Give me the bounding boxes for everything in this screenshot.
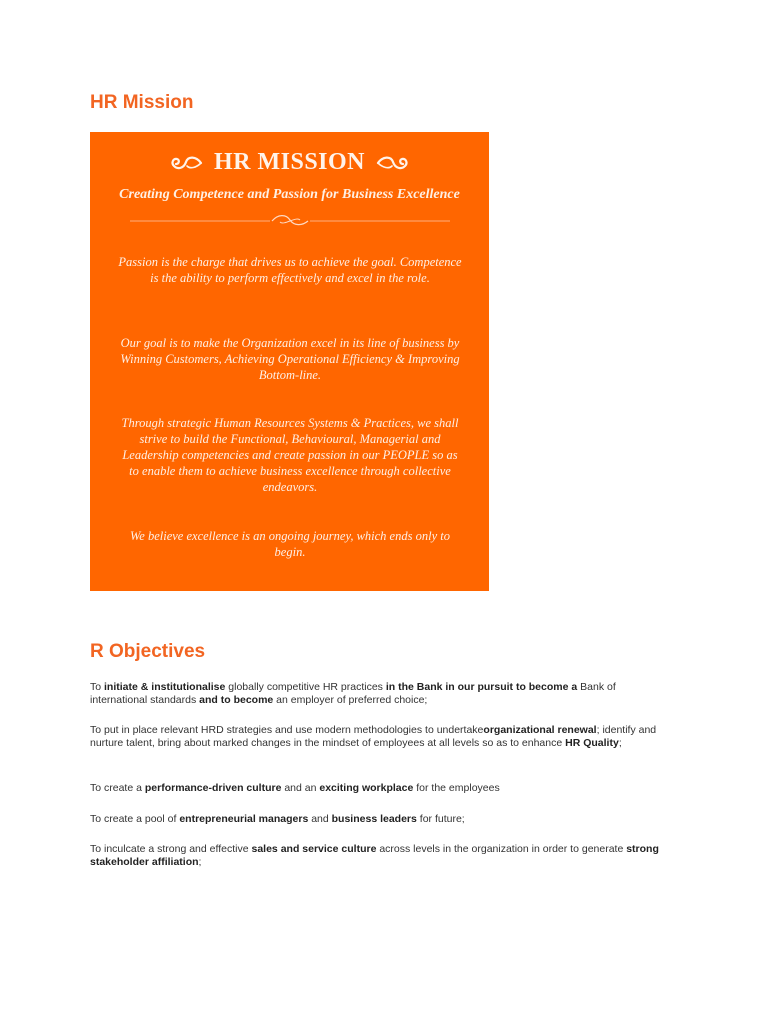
banner-subtitle: Creating Competence and Passion for Business Excellence	[119, 187, 460, 202]
objective-text: To inculcate a strong and effective	[90, 843, 252, 855]
objective-text: and an	[281, 782, 320, 794]
objective-emphasis: sales and service culture	[251, 843, 377, 855]
objective-text: ;	[618, 737, 622, 749]
hr-mission-heading: HR Mission	[90, 92, 194, 113]
objective-text: globally competitive HR practices	[225, 681, 386, 693]
objective-emphasis: and to become	[199, 694, 274, 706]
mission-paragraph: Our goal is to make the Organization excel in its line of business by Winning Customers, Achieving Operational Efficiency & Improving Bottom-line.	[120, 336, 460, 382]
objective-item	[90, 813, 670, 826]
objective-text: an employer of preferred choice;	[273, 694, 428, 706]
objective-text: ;	[198, 856, 202, 868]
objective-text: for the employees	[413, 782, 500, 794]
objective-item	[90, 681, 670, 707]
hr-objectives-heading: R Objectives	[90, 641, 206, 662]
banner-title-row	[90, 149, 489, 176]
objective-text: To	[90, 681, 105, 693]
hr-mission-banner	[90, 132, 489, 591]
mission-paragraph: Through strategic Human Resources Systems & Practices, we shall strive to build the Functional, Behavioural, Managerial and Leadership competencies and create passion in our PEOPLE so as to enable them to achieve business excellence through collective endeavors.	[121, 416, 459, 494]
objective-text: for future;	[416, 813, 465, 825]
objective-item	[90, 724, 670, 750]
objective-emphasis: exciting workplace	[319, 782, 414, 794]
objective-text: and	[308, 813, 332, 825]
objective-text: To create a	[90, 782, 145, 794]
banner-title: HR MISSION	[213, 149, 366, 175]
objective-emphasis: entrepreneurial managers	[179, 813, 309, 825]
mission-paragraph: We believe excellence is an ongoing journey, which ends only to begin.	[130, 529, 450, 559]
objective-emphasis: strong stakeholder affiliation	[90, 843, 659, 868]
mission-paragraph: Passion is the charge that drives us to achieve the goal. Competence is the ability to perform effectively and excel in the role.	[118, 255, 462, 285]
objective-text: Bank of international standards	[90, 681, 616, 706]
ornamental-divider-icon	[130, 212, 450, 228]
left-flourish-icon	[168, 152, 204, 174]
objective-text: ; identify and nurture talent, bring about marked changes in the mindset of employees at all levels so as to enhance	[90, 724, 657, 749]
objective-emphasis: HR Quality	[565, 737, 619, 749]
objective-text: To put in place relevant HRD strategies and use modern methodologies to undertake	[90, 724, 484, 736]
objective-emphasis: performance-driven culture	[144, 782, 282, 794]
objective-emphasis: business leaders	[331, 813, 417, 825]
objective-text: across levels in the organization in order to generate	[376, 843, 627, 855]
right-flourish-icon	[375, 152, 411, 174]
objective-emphasis: in the Bank in our pursuit to become a	[385, 681, 578, 693]
objective-item	[90, 843, 670, 869]
objective-item	[90, 782, 670, 795]
objective-emphasis: initiate & institutionalise	[104, 681, 226, 693]
objective-emphasis: organizational renewal	[483, 724, 597, 736]
objective-text: To create a pool of	[90, 813, 180, 825]
